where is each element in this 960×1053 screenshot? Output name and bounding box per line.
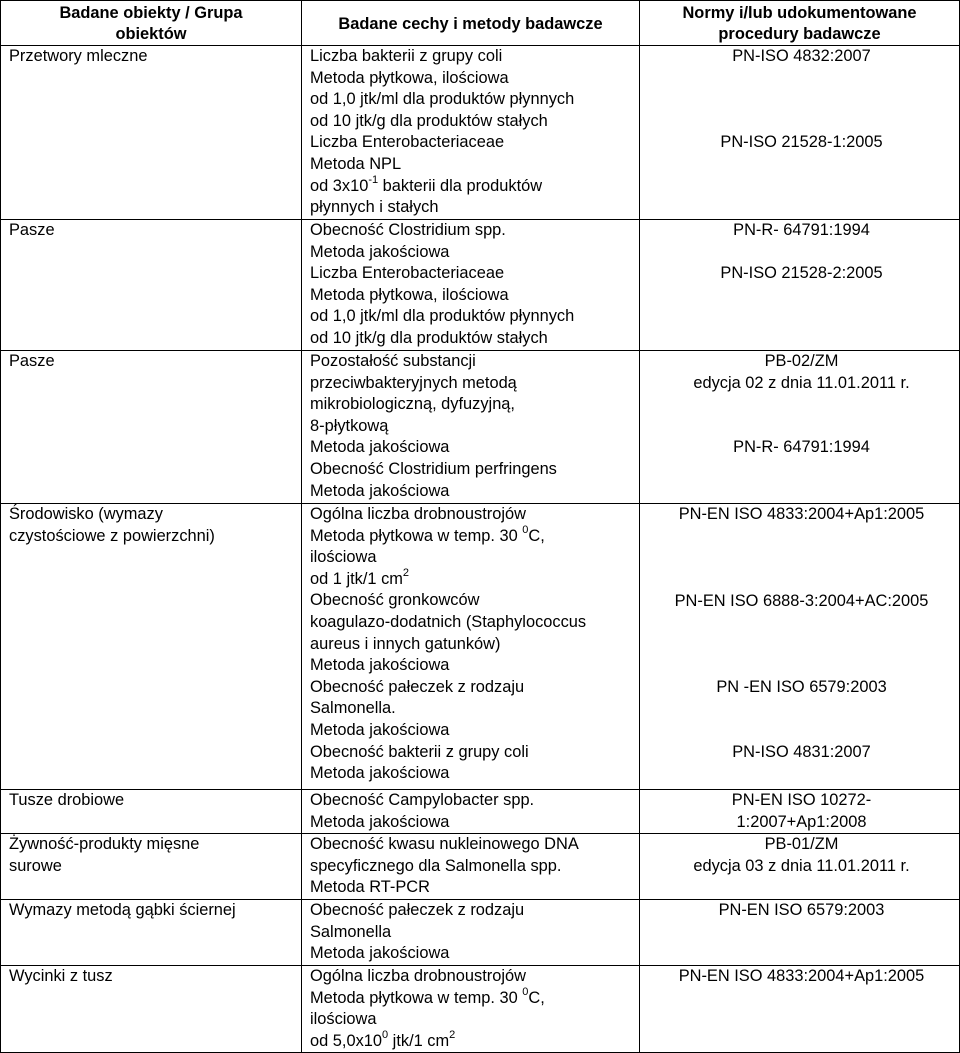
- norms-cell: [640, 351, 960, 504]
- object-cell: [1, 46, 302, 220]
- superscript: 2: [402, 567, 410, 580]
- method-line: Obecność Campylobacter spp.: [310, 791, 535, 809]
- methods-cell: [302, 790, 640, 834]
- object-cell: [1, 220, 302, 351]
- method-line: 8-płytkową: [310, 416, 389, 435]
- table-row: [1, 899, 960, 965]
- table-row: [1, 504, 960, 790]
- object-cell: [1, 351, 302, 504]
- method-line: Salmonella.: [310, 699, 396, 718]
- table-row: [1, 790, 960, 834]
- method-line: Metoda płytkowa, ilościowa: [310, 285, 509, 304]
- header-objects-line-2: obiektów: [115, 25, 187, 43]
- norms-cell: [640, 46, 960, 220]
- method-line: Obecność gronkowców: [310, 591, 480, 610]
- superscript: 0: [522, 524, 529, 537]
- table-row: [1, 965, 960, 1052]
- object-name: Środowisko (wymazy: [9, 505, 163, 523]
- method-line: przeciwbakteryjnych metodą: [310, 373, 517, 392]
- method-line: Metoda jakościowa: [310, 242, 450, 261]
- method-line: Metoda płytkowa, ilościowa: [310, 68, 509, 87]
- method-text: od 3x10: [310, 176, 369, 195]
- norm-line: PN-EN ISO 6888-3:2004+AC:2005: [674, 591, 929, 610]
- norm-line: PN-ISO 21528-2:2005: [720, 263, 883, 282]
- method-line: Obecność Clostridium perfringens: [310, 459, 557, 478]
- norms-cell: [640, 220, 960, 351]
- method-line: od 1,0 jtk/ml dla produktów płynnych: [310, 307, 575, 326]
- method-line: koagulazo-dodatnich (Staphylococcus: [310, 612, 587, 631]
- norm-line: PN-R- 64791:1994: [733, 221, 870, 239]
- method-line: [310, 1031, 635, 1053]
- method-line: Obecność pałeczek z rodzaju: [310, 900, 525, 919]
- object-name: Tusze drobiowe: [9, 791, 125, 809]
- object-cell: [1, 504, 302, 790]
- method-line: aureus i innych gatunków): [310, 634, 501, 653]
- method-line: Ogólna liczba drobnoustrojów: [310, 505, 526, 523]
- header-methods-line-1: Badane cechy i metody badawcze: [338, 14, 603, 33]
- object-name: czystościowe z powierzchni): [9, 526, 215, 545]
- norm-line: PB-01/ZM: [764, 835, 839, 854]
- methods-cell: [302, 834, 640, 900]
- method-line: Liczba Enterobacteriaceae: [310, 133, 505, 152]
- methods-cell: [302, 965, 640, 1052]
- method-line: Liczba Enterobacteriaceae: [310, 264, 505, 283]
- object-cell: [1, 790, 302, 834]
- method-text: jtk/1 cm: [388, 1031, 450, 1050]
- superscript: 0: [522, 986, 529, 999]
- method-line: Metoda jakościowa: [310, 438, 450, 457]
- method-line: Obecność pałeczek z rodzaju: [310, 677, 525, 696]
- object-cell: [1, 965, 302, 1052]
- header-methods: [302, 1, 640, 46]
- header-row: [1, 1, 960, 46]
- method-line: Ogólna liczba drobnoustrojów: [310, 966, 526, 985]
- method-line: płynnych i stałych: [310, 198, 439, 217]
- method-line: Obecność Clostridium spp.: [310, 221, 506, 239]
- method-text: od 1 jtk/1 cm: [310, 569, 403, 588]
- methods-cell: [302, 220, 640, 351]
- method-text: C,: [528, 988, 545, 1007]
- object-name: Pasze: [9, 352, 55, 370]
- norms-cell: [640, 965, 960, 1052]
- method-text: Metoda płytkowa w temp. 30: [310, 526, 523, 545]
- method-line: Metoda jakościowa: [310, 656, 450, 675]
- method-line: Pozostałość substancji: [310, 352, 476, 370]
- method-line: Metoda jakościowa: [310, 764, 450, 783]
- norm-line: PN-EN ISO 10272-: [731, 791, 872, 809]
- method-line: Metoda jakościowa: [310, 481, 450, 500]
- method-text: C,: [528, 526, 545, 545]
- norm-line: PN-EN ISO 6579:2003: [718, 900, 885, 919]
- norm-line: PN-EN ISO 4833:2004+Ap1:2005: [678, 966, 925, 985]
- method-line: Metoda RT-PCR: [310, 878, 430, 897]
- norm-line: PN-ISO 21528-1:2005: [720, 132, 883, 151]
- object-cell: [1, 899, 302, 965]
- superscript: -1: [368, 174, 379, 187]
- norm-line: 1:2007+Ap1:2008: [736, 812, 867, 831]
- methods-cell: [302, 351, 640, 504]
- header-norms: [640, 1, 960, 46]
- method-line: Salmonella: [310, 922, 392, 941]
- table-row: [1, 220, 960, 351]
- method-line: Obecność bakterii z grupy coli: [310, 742, 529, 761]
- norms-cell: [640, 790, 960, 834]
- method-line: Metoda jakościowa: [310, 944, 450, 963]
- method-line: mikrobiologiczną, dyfuzyjną,: [310, 395, 515, 414]
- method-line: od 10 jtk/g dla produktów stałych: [310, 111, 548, 130]
- method-line: [310, 569, 635, 591]
- table-row: [1, 46, 960, 220]
- norm-line: edycja 02 z dnia 11.01.2011 r.: [693, 373, 910, 392]
- header-norms-line-1: Normy i/lub udokumentowane: [682, 4, 917, 22]
- object-cell: [1, 834, 302, 900]
- method-text: bakterii dla produktów: [378, 176, 543, 195]
- object-name: Wycinki z tusz: [9, 966, 113, 985]
- object-name: Żywność-produkty mięsne: [9, 835, 200, 854]
- method-line: [310, 176, 635, 198]
- methods-cell: [302, 899, 640, 965]
- header-norms-line-2: procedury badawcze: [718, 25, 881, 43]
- method-line: Liczba bakterii z grupy coli: [310, 47, 503, 65]
- method-text: Metoda płytkowa w temp. 30: [310, 988, 523, 1007]
- methods-cell: [302, 46, 640, 220]
- object-name: Wymazy metodą gąbki ściernej: [9, 900, 236, 919]
- method-line: [310, 988, 635, 1010]
- norms-cell: [640, 834, 960, 900]
- table-row: [1, 351, 960, 504]
- norm-line: PN-R- 64791:1994: [733, 438, 870, 457]
- header-objects-line-1: Badane obiekty / Grupa: [59, 4, 243, 22]
- method-line: Metoda jakościowa: [310, 720, 450, 739]
- method-line: od 1,0 jtk/ml dla produktów płynnych: [310, 90, 575, 109]
- method-line: specyficznego dla Salmonella spp.: [310, 856, 562, 875]
- header-objects: [1, 1, 302, 46]
- method-line: od 10 jtk/g dla produktów stałych: [310, 328, 548, 347]
- superscript: 0: [382, 1029, 389, 1042]
- method-line: Metoda jakościowa: [310, 812, 450, 831]
- norm-line: PN-ISO 4831:2007: [732, 742, 871, 761]
- superscript: 2: [449, 1029, 456, 1042]
- object-name: Przetwory mleczne: [9, 47, 148, 65]
- table-row: [1, 834, 960, 900]
- method-line: ilościowa: [310, 548, 377, 567]
- norm-line: PN-EN ISO 4833:2004+Ap1:2005: [678, 505, 925, 523]
- norm-line: edycja 03 z dnia 11.01.2011 r.: [693, 856, 910, 875]
- norms-cell: [640, 504, 960, 790]
- method-line: Obecność kwasu nukleinowego DNA: [310, 835, 579, 854]
- method-line: [310, 526, 635, 548]
- method-line: Metoda NPL: [310, 154, 402, 173]
- methods-cell: [302, 504, 640, 790]
- method-line: ilościowa: [310, 1010, 377, 1029]
- norm-line: PB-02/ZM: [764, 352, 839, 370]
- object-name: surowe: [9, 856, 62, 875]
- object-name: Pasze: [9, 221, 55, 239]
- norms-cell: [640, 899, 960, 965]
- method-text: od 5,0x10: [310, 1031, 382, 1050]
- norm-line: PN -EN ISO 6579:2003: [716, 678, 887, 697]
- norm-line: PN-ISO 4832:2007: [732, 47, 871, 65]
